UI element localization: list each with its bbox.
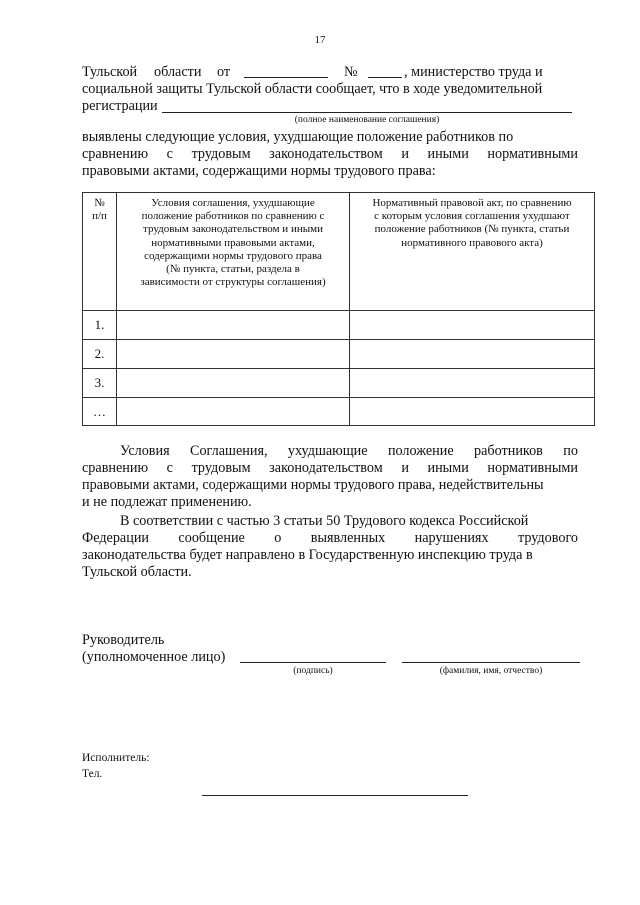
word: иными (427, 146, 469, 162)
row-act-cell (350, 311, 595, 340)
paragraph1-line-4: и не подлежат применению. (82, 494, 252, 510)
signature-caption: (подпись) (293, 666, 333, 676)
row-act-cell (350, 369, 595, 398)
row-condition-cell (117, 311, 350, 340)
word: трудовым (191, 146, 251, 162)
table-row (83, 340, 595, 369)
word: сравнению (82, 460, 149, 476)
intro-line-1-c: от (217, 64, 231, 80)
executor-phone-label: Тел. (82, 768, 103, 780)
header-conditions-cell (117, 193, 350, 311)
word: положение (387, 443, 454, 459)
full-name-line (402, 662, 580, 663)
header-line: положение работников (№ пункта, статьи (374, 223, 570, 236)
header-line: зависимости от структуры соглашения) (140, 276, 326, 289)
violations-table (82, 192, 595, 426)
header-line: п/п (92, 210, 107, 223)
header-line: содержащими нормы трудового права (144, 249, 322, 262)
agreement-name-line (162, 112, 572, 113)
table-header-row (83, 193, 595, 311)
word: работников (474, 443, 543, 459)
header-line: нормативными правовыми актами, (151, 236, 315, 249)
executor-label: Исполнитель: (82, 752, 150, 764)
row-number: 2. (83, 340, 117, 369)
row-number: … (83, 398, 117, 426)
number-blank-line (368, 77, 402, 78)
word: о (274, 530, 282, 546)
intro-line-1-tail (404, 64, 578, 81)
word: и (401, 146, 409, 162)
word: Соглашения, (190, 443, 268, 459)
paragraph2-line-2 (82, 530, 578, 547)
word: трудовым (191, 460, 251, 476)
tail-text: , министерство труда и (404, 64, 543, 80)
word: сообщение (178, 530, 245, 546)
intro-number-sign: № (344, 64, 358, 80)
header-number-cell (83, 193, 117, 311)
intro-line-1-b: области (154, 64, 202, 80)
word: Условия (120, 443, 170, 459)
word: законодательством (269, 460, 383, 476)
header-normative-act-cell (350, 193, 595, 311)
row-condition-cell (117, 398, 350, 426)
paragraph2-line-1: В соответствии с частью 3 статьи 50 Трудового кодекса Российской (120, 513, 529, 529)
intro-line-3: регистрации (82, 98, 158, 114)
word: с (166, 460, 173, 476)
row-number: 3. (83, 369, 117, 398)
signature-line (240, 662, 386, 663)
row-number: 1. (83, 311, 117, 340)
signature-subtitle: (уполномоченное лицо) (82, 649, 226, 665)
intro-line-1 (82, 64, 137, 81)
date-blank-line (244, 77, 328, 78)
row-act-cell (350, 398, 595, 426)
paragraph1-line-1 (120, 443, 578, 460)
word: трудового (517, 530, 578, 546)
header-line: трудовым законодательством и иными (143, 223, 323, 236)
word: выявленных (310, 530, 386, 546)
paragraph1-line-2 (82, 460, 578, 477)
word: нарушениях (414, 530, 489, 546)
intro-line-6: правовыми актами, содержащими нормы трудового права: (82, 163, 436, 179)
word: Федерации (82, 530, 150, 546)
paragraph1-line-3: правовыми актами, содержащими нормы трудового права, недействительны (82, 477, 544, 493)
word: нормативными (487, 460, 578, 476)
header-line: положение работников по сравнению с (141, 210, 325, 223)
word: Тульской (82, 64, 138, 80)
intro-line-2: социальной защиты Тульской области сообщает, что в ходе уведомительной (82, 81, 543, 97)
word: ухудшающие (287, 443, 368, 459)
footer-rule (202, 795, 468, 796)
page-number: 17 (314, 34, 326, 46)
paragraph2-line-4: Тульской области. (82, 564, 192, 580)
word: иными (427, 460, 469, 476)
header-line: Нормативный правовой акт, по сравнению (372, 197, 572, 209)
word: сравнению (82, 146, 149, 162)
intro-line-5 (82, 146, 578, 163)
header-line: нормативного правового акта) (401, 236, 543, 249)
intro-line-4: выявлены следующие условия, ухудшающие положение работников по (82, 129, 514, 145)
header-line: Условия соглашения, ухудшающие (151, 197, 315, 209)
row-act-cell (350, 340, 595, 369)
row-condition-cell (117, 340, 350, 369)
table-row (83, 369, 595, 398)
paragraph2-line-3: законодательства будет направлено в Государственную инспекцию труда в (82, 547, 533, 563)
signature-title: Руководитель (82, 632, 165, 648)
agreement-name-caption: (полное наименование соглашения) (294, 115, 440, 125)
word: нормативными (487, 146, 578, 162)
full-name-caption: (фамилия, имя, отчество) (439, 666, 543, 676)
header-line: с которым условия соглашения ухудшают (374, 210, 570, 223)
word: законодательством (269, 146, 383, 162)
word: по (563, 443, 578, 459)
table-row (83, 311, 595, 340)
header-line: (№ пункта, статьи, раздела в (166, 263, 300, 276)
word: с (166, 146, 173, 162)
row-condition-cell (117, 369, 350, 398)
header-line: № (94, 197, 105, 209)
table-row (83, 398, 595, 426)
word: и (401, 460, 409, 476)
